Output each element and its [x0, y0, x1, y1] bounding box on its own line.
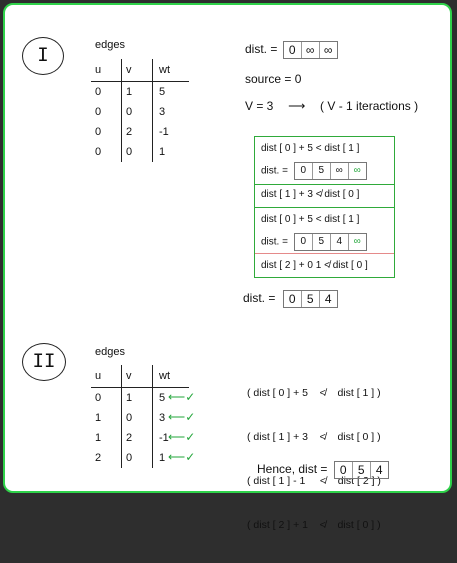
cell: 1 [95, 412, 102, 424]
cell: 1 [122, 82, 153, 103]
check-arrow-icon: ⟵✓ [168, 430, 196, 444]
step-three-cells [294, 233, 367, 251]
dist-cell: 5 [313, 234, 331, 250]
dist-cell: 0 [295, 234, 313, 250]
step-four: dist [ 2 ] + 0 1 ≮ dist [ 0 ] [255, 253, 394, 277]
cell: 2 [95, 452, 102, 464]
dist-cell: 5 [313, 163, 331, 179]
cell: 0 [122, 142, 153, 162]
hence-label: Hence, dist = [257, 462, 328, 477]
dist-cell: ∞ [302, 42, 320, 58]
check-line: ( dist [ 1 ] - 1 ≮ dist [ 2 ] ) [247, 475, 381, 487]
table-row [91, 142, 189, 162]
table-row [91, 102, 189, 122]
header-u: u [91, 365, 122, 388]
hence-cells [334, 461, 389, 479]
cell: 0 [95, 86, 102, 98]
arrow-right-icon: ⟶ [288, 99, 306, 113]
check-line: ( dist [ 2 ] + 1 ≮ dist [ 0 ] ) [247, 519, 381, 531]
cell: -1 [159, 126, 169, 138]
dist-cell: 4 [331, 234, 349, 250]
dist-cell: 0 [295, 163, 313, 179]
step-one-dist-label: dist. = [261, 165, 288, 177]
step-three-dist-label: dist. = [261, 236, 288, 248]
cell: 0 [122, 408, 153, 428]
dist-cell: ∞ [353, 236, 361, 247]
v-note: ( V - 1 iteractions ) [320, 99, 419, 113]
cell: 1 [159, 146, 166, 158]
edges-label-two: edges [95, 346, 125, 358]
step-three-dist [255, 233, 394, 251]
dist-cell: ∞ [323, 43, 333, 57]
cell: 2 [122, 428, 153, 448]
source-text: source = 0 [245, 72, 302, 86]
cell: 2 [122, 122, 153, 142]
cell: 1 [159, 452, 166, 464]
check-arrow-icon: ⟵✓ [168, 390, 196, 404]
cell: 1 [95, 432, 102, 444]
header-u: u [91, 59, 122, 82]
step-three: dist [ 0 ] + 5 < dist [ 1 ] [255, 207, 394, 229]
cell: 0 [122, 448, 153, 468]
dist-cell: 4 [375, 463, 383, 477]
header-v: v [122, 59, 153, 82]
cell: 0 [122, 102, 153, 122]
step-one: dist [ 0 ] + 5 < dist [ 1 ] [261, 143, 360, 154]
check-line: ( dist [ 1 ] + 3 ≮ dist [ 0 ] ) [247, 431, 381, 443]
section-one-numeral: I [22, 37, 64, 75]
final-dist [243, 290, 338, 308]
hence-dist [257, 461, 389, 479]
cell: 3 [159, 412, 166, 424]
cell: 5 [159, 392, 166, 404]
dist-cell: 4 [324, 292, 332, 306]
table-row [91, 122, 189, 142]
edges-label: edges [95, 39, 125, 51]
header-wt: wt [153, 365, 190, 388]
dist-init [245, 41, 338, 59]
step-one-dist [255, 162, 394, 180]
dist-cell: ∞ [331, 163, 349, 179]
dist-cell: 0 [284, 42, 302, 58]
check-arrow-icon: ⟵✓ [168, 410, 196, 424]
dist-cell: 0 [335, 462, 353, 478]
header-wt: wt [153, 59, 190, 82]
cell: 0 [95, 392, 102, 404]
cell: 3 [159, 106, 166, 118]
dist-cell: ∞ [353, 165, 361, 176]
cell: 1 [122, 388, 153, 409]
dist-cell: 5 [302, 291, 320, 307]
check-line: ( dist [ 0 ] + 5 ≮ dist [ 1 ] ) [247, 387, 381, 399]
cell: 0 [95, 146, 102, 158]
notes-card [3, 3, 452, 531]
table-row [91, 82, 189, 103]
cell: 0 [95, 106, 102, 118]
dist-cell: 0 [284, 291, 302, 307]
step-one-cells [294, 162, 367, 180]
v-label: V = 3 [245, 99, 274, 113]
dist-cell: 5 [353, 462, 371, 478]
dist-init-label: dist. = [245, 42, 278, 57]
iteration-box [254, 136, 395, 278]
final-dist-label: dist. = [243, 291, 276, 306]
cell: -1 [159, 432, 169, 444]
dist-init-cells [283, 41, 338, 59]
final-dist-cells [283, 290, 338, 308]
cell: 0 [95, 126, 102, 138]
section-two-numeral: II [22, 343, 66, 381]
header-v: v [122, 365, 153, 388]
check-arrow-icon: ⟵✓ [168, 450, 196, 464]
v-line [245, 99, 418, 113]
edges-table-one [91, 59, 189, 162]
step-two: dist [ 1 ] + 3 ≮ dist [ 0 ] [255, 184, 394, 206]
cell: 5 [159, 86, 166, 98]
